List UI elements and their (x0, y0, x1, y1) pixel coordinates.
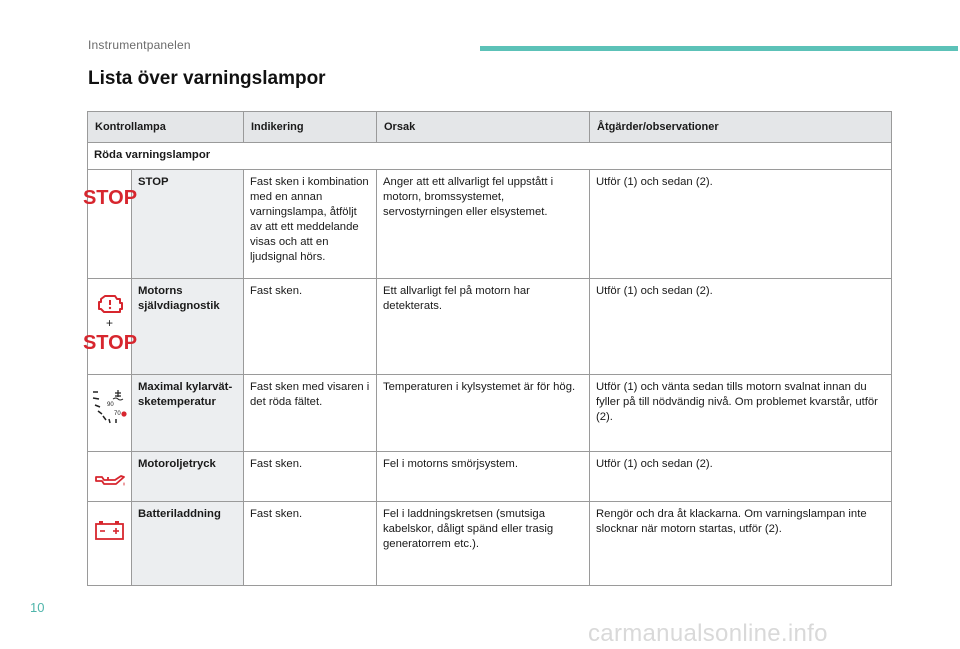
coolant-temperature-icon (90, 386, 130, 426)
group-title: Röda varningslampor (88, 143, 892, 170)
warning-lamp-table (82, 111, 892, 586)
table-row (88, 375, 892, 452)
table-header-row (88, 112, 892, 143)
icon-cell (82, 170, 137, 279)
action-text: Rengör och dra åt klackarna. Om varningslampan inte slocknar när motorn startas, utför (2). (590, 502, 892, 586)
indication-text: Fast sken i kombination med en annan varningslampa, åtföljt av att ett meddelande visas och att en ljudsignal hörs. (244, 170, 377, 279)
header-accent-bar (480, 46, 958, 51)
indication-text: Fast sken. (244, 502, 377, 586)
column-header-kontrollampa: Kontrollampa (88, 112, 244, 143)
table-row (88, 452, 892, 502)
plus-sign: + (105, 316, 113, 330)
lamp-name: Motoroljetryck (132, 452, 244, 502)
indication-text: Fast sken med visaren i det röda fältet. (244, 375, 377, 452)
cause-text: Fel i motorns smörjsystem. (377, 452, 590, 502)
group-header-row (88, 143, 892, 170)
lamp-name: Batteriladdning (132, 502, 244, 586)
cause-text: Fel i laddningskretsen (smutsiga kabelskor, dåligt spänd eller trasig generatorrem etc.). (377, 502, 590, 586)
table-row (88, 279, 892, 375)
watermark: carmanualsonline.info (588, 620, 828, 647)
action-text: Utför (1) och sedan (2). (590, 279, 892, 375)
action-text: Utför (1) och sedan (2). (590, 452, 892, 502)
indication-text: Fast sken. (244, 279, 377, 375)
svg-text:70: 70 (113, 411, 121, 417)
lamp-name: Maximal kylarvätsketemperatur (132, 375, 244, 452)
indication-text: Fast sken. (244, 452, 377, 502)
table-row (88, 502, 892, 586)
cause-text: Anger att ett allvarligt fel uppstått i motorn, bromssystemet, servostyrningen eller elsystemet. (377, 170, 590, 279)
lamp-name: STOP (132, 170, 244, 279)
column-header-orsak: Orsak (377, 112, 590, 143)
oil-pressure-icon (93, 471, 127, 489)
section-label: Instrumentpanelen (88, 38, 191, 52)
cause-text: Ett allvarligt fel på motorn har detekterats. (377, 279, 590, 375)
icon-cell (88, 502, 132, 586)
stop-icon (82, 185, 137, 209)
action-text: Utför (1) och sedan (2). (590, 170, 892, 279)
stop-icon (82, 330, 137, 354)
column-header-atgarder: Åtgärder/observationer (590, 112, 892, 143)
svg-text:STOP: STOP (82, 332, 137, 354)
battery-icon (94, 519, 126, 541)
engine-diagnostic-icon (95, 292, 125, 316)
table-row (88, 170, 892, 279)
icon-cell (82, 279, 137, 375)
svg-text:90: 90 (106, 402, 114, 408)
page-number: 10 (30, 600, 45, 615)
icon-cell (88, 452, 132, 502)
svg-text:STOP: STOP (82, 187, 137, 209)
icon-cell (88, 375, 132, 452)
page-title: Lista över varningslampor (88, 68, 326, 89)
cause-text: Temperaturen i kylsystemet är för hög. (377, 375, 590, 452)
action-text: Utför (1) och vänta sedan tills motorn svalnat innan du fyller på till nödvändig nivå. Om problemet kvarstår, utför (2). (590, 375, 892, 452)
column-header-indikering: Indikering (244, 112, 377, 143)
lamp-name: Motorns självdiagnostik (132, 279, 244, 375)
